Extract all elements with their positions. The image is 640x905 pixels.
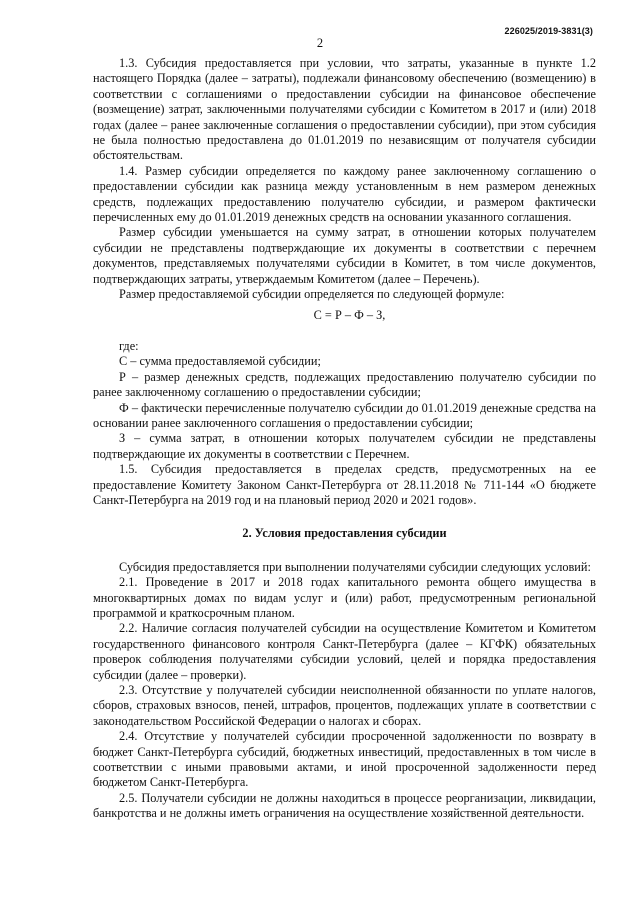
subsidy-formula: С = Р – Ф – З, (313, 307, 386, 322)
clause-1-4: 1.4. Размер субсидии определяется по каждому ранее заключенному соглашению о предоставлении субсидии как разница между установленным в нем размером денежных средств, подлежащих предоставлению получателю субсидии, и размером фактически перечисленных ему до 01.01.2019 денежных средств на основании указанного соглашения. (93, 163, 596, 225)
section-2-heading: 2. Условия предоставления субсидии (242, 526, 447, 541)
clause-2-5: 2.5. Получатели субсидии не должны находиться в процессе реорганизации, ликвидации, банкротства и не должны иметь ограничения на осуществление хозяйственной деятельности. (93, 790, 596, 821)
page-number: 2 (316, 36, 324, 50)
section-2-intro: Субсидия предоставляется при выполнении получателями субсидии следующих условий: (119, 559, 591, 574)
clause-2-1: 2.1. Проведение в 2017 и 2018 годах капитального ремонта общего имущества в многоквартирных домах по видам услуг и (или) работ, предусмотренным региональной программой и краткосрочным планом. (93, 575, 596, 620)
definition-z: З – сумма затрат, в отношении которых получателем субсидии не представлены подтверждающие их документы в соответствии с Перечнем. (93, 431, 596, 461)
definition-r: Р – размер денежных средств, подлежащих предоставлению получателю субсидии по ранее заключенному соглашению о предоставлении субсидии; (93, 369, 596, 400)
clause-1-5: 1.5. Субсидия предоставляется в пределах средств, предусмотренных на ее предоставление Комитету Законом Санкт-Петербурга от 28.11.2018 № 711-144 «О бюджете Санкт-Петербурга на 2019 год и на плановый период 2020 и 2021 годов». (93, 462, 596, 507)
document-body (93, 56, 596, 822)
subsidy-reduction-paragraph: Размер субсидии уменьшается на сумму затрат, в отношении которых получателем субсидии не представлены подтверждающие их документы в соответствии с перечнем документов, представляемых получателями субсидии в Комитет, в том числе документов, подтверждающих затраты, утверждаемым Комитетом (далее – Перечень). (93, 225, 596, 286)
formula-where: где: (119, 338, 139, 353)
clause-1-3: 1.3. Субсидия предоставляется при условии, что затраты, указанные в пункте 1.2 настоящего Порядка (далее – затраты), подлежали финансовому обеспечению (возмещению) в соответствии с соглашениями о предоставлении субсидии на финансовое обеспечение (возмещение) затрат, заключенными получателями субсидии с Комитетом в 2017 и (или) 2018 годах (далее – ранее заключенные соглашения о предоставлении субсидии), при этом субсидия не была полностью предоставлена до 01.01.2019 по независящим от получателя субсидии обстоятельствам. (93, 56, 596, 163)
clause-2-2: 2.2. Наличие согласия получателей субсидии на осуществление Комитетом и Комитетом государственного финансового контроля Санкт-Петербурга (далее – КГФК) обязательных проверок соблюдения получателями субсидии условий, целей и порядка предоставления субсидии (далее – проверки). (93, 621, 596, 682)
clause-2-4: 2.4. Отсутствие у получателей субсидии просроченной задолженности по возврату в бюджет Санкт-Петербурга субсидий, бюджетных инвестиций, предоставленных в том числе в соответствии с иными правовыми актами, и иной просроченной задолженности перед бюджетом Санкт-Петербурга. (93, 729, 596, 790)
definition-c: С – сумма предоставляемой субсидии; (119, 354, 321, 369)
definition-f: Ф – фактически перечисленные получателю субсидии до 01.01.2019 денежные средства на основании ранее заключенного соглашения о предоставлении субсидии; (93, 400, 596, 430)
formula-intro: Размер предоставляемой субсидии определяется по следующей формуле: (119, 287, 505, 302)
document-registration-number: 226025/2019-3831(3) (504, 26, 593, 36)
clause-2-3: 2.3. Отсутствие у получателей субсидии неисполненной обязанности по уплате налогов, сборов, страховых взносов, пеней, штрафов, процентов, подлежащих уплате в соответствии с законодательством Российской Федерации о налогах и сборах. (93, 683, 596, 728)
